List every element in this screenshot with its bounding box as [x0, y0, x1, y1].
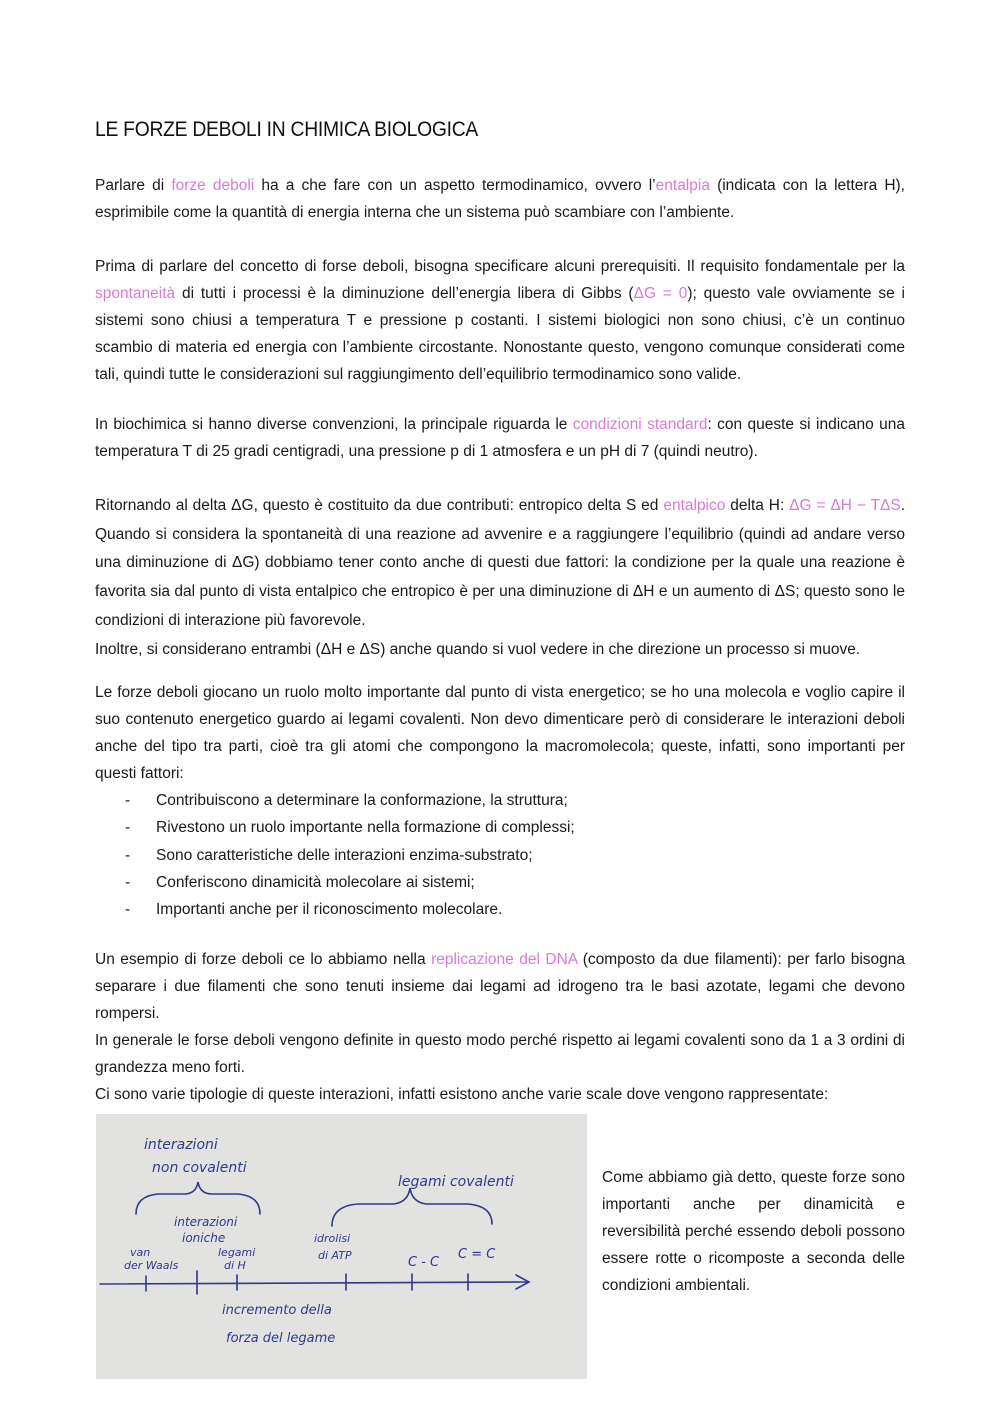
label-interazioni-ioniche-2: ioniche	[182, 1231, 226, 1245]
list-dash: -	[125, 901, 131, 919]
paragraph-gibbs	[95, 253, 905, 388]
list-dash: -	[125, 819, 131, 837]
highlight-formula: ΔG = ΔH − TΔS	[789, 497, 901, 514]
list-item	[95, 787, 575, 814]
text-segment: di tutti i processi è la diminuzione dell’energia libera di Gibbs (	[175, 285, 634, 302]
label-legami-covalenti: legami covalenti	[398, 1174, 514, 1190]
highlight-entalpico: entalpico	[663, 497, 726, 514]
list-item	[95, 896, 575, 923]
list-dash: -	[125, 792, 131, 809]
factors-list	[95, 787, 575, 923]
text-segment: Prima di parlare del concetto di forse deboli, bisogna specificare alcuni prerequisiti. Il requisito fondamentale per la	[95, 258, 905, 275]
text-segment: Un esempio di forze deboli ce lo abbiamo nella	[95, 951, 432, 968]
text-segment: : con queste si indicano una temperatura T di 25 gradi centigradi, una pressione p di 1 atmosfera e un pH di 7 (quindi neutro).	[95, 416, 905, 460]
list-item-text: Rivestono un ruolo importante nella formazione di complessi;	[156, 819, 575, 837]
list-dash: -	[125, 846, 131, 864]
text-segment: (composto da due filamenti): per farlo bisogna separare i due filamenti che sono tenuti insieme dai legami ad idrogeno tra le basi azotate, legami che devono rompersi.	[95, 951, 905, 1022]
brace-non-covalent	[136, 1182, 260, 1214]
list-item	[95, 842, 575, 869]
paragraph-weak-forces: Le forze deboli giocano un ruolo molto importante dal punto di vista energetico; se ho una molecola e voglio capire il suo contenuto energetico guardo ai legami covalenti. Non devo dimenticare però di considerare le interazioni deboli anche del tipo tra parti, cioè tra gli atomi che compongono la macromolecola; queste, infatti, sono importanti per questi fattori:	[95, 684, 905, 782]
list-item-text: Importanti anche per il riconoscimento molecolare.	[156, 901, 503, 919]
handwritten-scale-sketch	[96, 1114, 587, 1379]
label-legami-h-1: legami	[218, 1246, 256, 1259]
paragraph-standard-conditions	[95, 411, 905, 465]
label-single-bond: C - C	[408, 1255, 440, 1270]
highlight-delta-g: ΔG = 0	[633, 285, 688, 302]
highlight-entalpia: entalpia	[655, 177, 710, 194]
text-segment: Parlare di	[95, 177, 172, 194]
list-dash: -	[125, 873, 131, 891]
scale-axis	[100, 1282, 528, 1284]
sketch-drawing	[96, 1114, 587, 1379]
highlight-replicazione-dna: replicazione del DNA	[431, 951, 578, 968]
highlight-condizioni-standard: condizioni standard	[572, 416, 708, 433]
label-idrolisi-atp-2: di ATP	[318, 1249, 352, 1262]
label-non-covalenti: non covalenti	[152, 1160, 247, 1176]
text-segment: Ritornando al delta ΔG, questo è costituito da due contributi: entropico delta S ed	[95, 497, 664, 514]
label-van-der-waals-1: van	[130, 1246, 151, 1259]
text-segment: In generale le forse deboli vengono definite in questo modo perché rispetto ai legami covalenti sono da 1 a 3 ordini di grandezza meno forti.	[95, 1032, 905, 1076]
paragraph-dna	[95, 946, 905, 1027]
label-double-bond: C = C	[458, 1247, 496, 1262]
label-forza-legame: forza del legame	[226, 1331, 336, 1346]
list-item	[95, 814, 575, 841]
paragraph-enthalpy	[95, 172, 905, 226]
page-title: LE FORZE DEBOLI IN CHIMICA BIOLOGICA	[95, 118, 478, 141]
text-segment: Ci sono varie tipologie di queste interazioni, infatti esistono anche varie scale dove vengono rappresentate:	[95, 1086, 829, 1103]
side-paragraph: Come abbiamo già detto, queste forze sono importanti anche per dinamicità e reversibilità perché essendo deboli possono essere rotte o ricomposte a seconda delle condizioni ambientali.	[602, 1169, 905, 1294]
text-segment: Inoltre, si considerano entrambi (ΔH e ΔS) anche quando si vuol vedere in che direzione un processo si muove.	[95, 640, 861, 658]
text-segment: delta H:	[725, 497, 790, 514]
paragraph-delta-g	[95, 492, 905, 664]
label-van-der-waals-2: der Waals	[124, 1259, 179, 1272]
highlight-spontaneita: spontaneità	[95, 285, 176, 302]
text-segment: ha a che fare con un aspetto termodinamico, ovvero l’	[254, 177, 656, 194]
label-interazioni: interazioni	[144, 1137, 218, 1153]
label-interazioni-ioniche-1: interazioni	[174, 1215, 238, 1229]
sketch-labels	[124, 1137, 514, 1346]
text-segment: (indicata con la lettera H), esprimibile come la quantità di energia interna che un sistema può scambiare con l’ambiente.	[95, 177, 905, 221]
label-incremento: incremento della	[222, 1303, 332, 1318]
label-legami-h-2: di H	[224, 1259, 246, 1272]
text-segment: In biochimica si hanno diverse convenzioni, la principale riguarda le	[95, 416, 573, 433]
label-idrolisi-atp-1: idrolisi	[314, 1232, 351, 1245]
text-segment: . Quando si considera la spontaneità di una reazione ad avvenire e a raggiungere l’equilibrio (quindi ad andare verso una diminuzione di ΔG) dobbiamo tener conto anche di questi due fattori: la condizione per la quale una reazione è favorita sia dal punto di vista entalpico che entropico è per una diminuzione di ΔH e un aumento di ΔS; questo sono le condizioni di interazione più favorevole.	[95, 497, 906, 629]
highlight-forze-deboli: forze deboli	[171, 177, 255, 194]
text-segment: ); questo vale ovviamente se i sistemi sono chiusi a temperatura T e pressione p costanti. I sistemi biologici non sono chiusi, c’è un continuo scambio di materia ed energia con l’ambiente circostante. Nonostante questo, vengono comunque considerati come tali, quindi tutte le considerazioni sul raggiungimento dell’equilibrio termodinamico sono valide.	[95, 285, 905, 383]
list-item	[95, 869, 575, 896]
paragraph-orders-of-magnitude	[95, 1027, 905, 1108]
list-item-text: Conferiscono dinamicità molecolare ai sistemi;	[156, 873, 475, 891]
list-item-text: Sono caratteristiche delle interazioni enzima-substrato;	[156, 846, 533, 864]
brace-covalent	[332, 1188, 492, 1226]
list-item-text: Contribuiscono a determinare la conformazione, la struttura;	[156, 792, 568, 809]
